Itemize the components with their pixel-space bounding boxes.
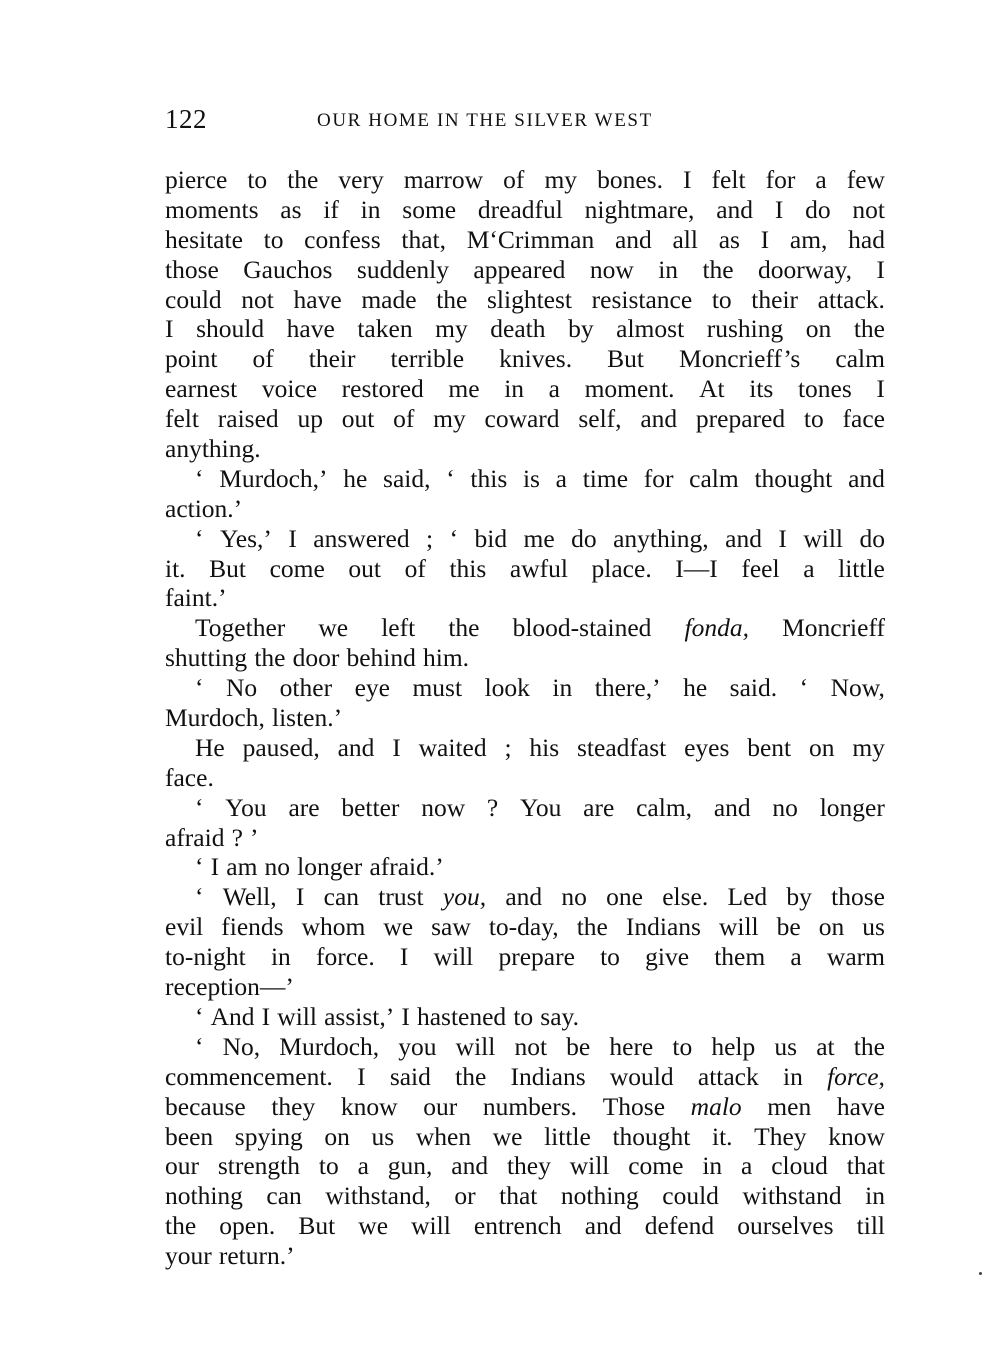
text-line: ‘ No, Murdoch, you will not be here to help us at the <box>195 1031 885 1061</box>
text-line: ‘ Well, I can trust you, and no one else. Led by those <box>195 882 885 912</box>
text-line: I should have taken my death by almost rushing on the <box>165 314 885 344</box>
text-line: point of their terrible knives. But Moncrieff’s calm <box>165 344 885 374</box>
text-line: ‘ I am no longer afraid.’ <box>195 852 444 882</box>
text-line: action.’ <box>165 493 243 523</box>
text-line: it. But come out of this awful place. I—I feel a little <box>165 553 885 583</box>
text-line: those Gauchos suddenly appeared now in the doorway, I <box>165 254 885 284</box>
text-line: ‘ No other eye must look in there,’ he said. ‘ Now, <box>195 673 885 703</box>
text-line: evil fiends whom we saw to-day, the Indians will be on us <box>165 912 885 942</box>
text-line: your return.’ <box>165 1241 295 1271</box>
body-text <box>165 165 885 1271</box>
text-line: ‘ Murdoch,’ he said, ‘ this is a time for calm thought and <box>195 463 885 493</box>
page-number: 122 <box>165 104 207 134</box>
text-line: because they know our numbers. Those malo men have <box>165 1091 885 1121</box>
text-line: nothing can withstand, or that nothing could withstand in <box>165 1181 885 1211</box>
text-line: Murdoch, listen.’ <box>165 703 343 733</box>
text-line: afraid ? ’ <box>165 822 259 852</box>
text-line: felt raised up out of my coward self, and prepared to face <box>165 404 885 434</box>
text-line: earnest voice restored me in a moment. At its tones I <box>165 374 885 404</box>
text-line: moments as if in some dreadful nightmare, and I do not <box>165 194 885 224</box>
text-line: reception—’ <box>165 972 294 1002</box>
text-line: Together we left the blood-stained fonda, Moncrieff <box>195 613 885 643</box>
text-line: to-night in force. I will prepare to give them a warm <box>165 942 885 972</box>
text-line: face. <box>165 762 214 792</box>
text-line: anything. <box>165 434 261 464</box>
text-line: commencement. I said the Indians would attack in force, <box>165 1061 885 1091</box>
text-line: been spying on us when we little thought it. They know <box>165 1121 885 1151</box>
text-line: ‘ You are better now ? You are calm, and no longer <box>195 792 885 822</box>
text-line: shutting the door behind him. <box>165 643 470 673</box>
text-line: pierce to the very marrow of my bones. I felt for a few <box>165 165 885 194</box>
text-line: He paused, and I waited ; his steadfast eyes bent on my <box>195 732 885 762</box>
text-line: ‘ And I will assist,’ I hastened to say. <box>195 1001 579 1031</box>
text-line: hesitate to confess that, M‘Crimman and all as I am, had <box>165 224 885 254</box>
text-line: ‘ Yes,’ I answered ; ‘ bid me do anything, and I will do <box>195 523 885 553</box>
text-line: our strength to a gun, and they will come in a cloud that <box>165 1151 885 1181</box>
running-title: OUR HOME IN THE SILVER WEST <box>317 110 653 131</box>
page-header <box>165 104 885 138</box>
text-line: the open. But we will entrench and defend ourselves till <box>165 1211 885 1241</box>
text-line: could not have made the slightest resistance to their attack. <box>165 284 885 314</box>
stray-ink-mark <box>979 1272 982 1275</box>
text-line: faint.’ <box>165 583 227 613</box>
